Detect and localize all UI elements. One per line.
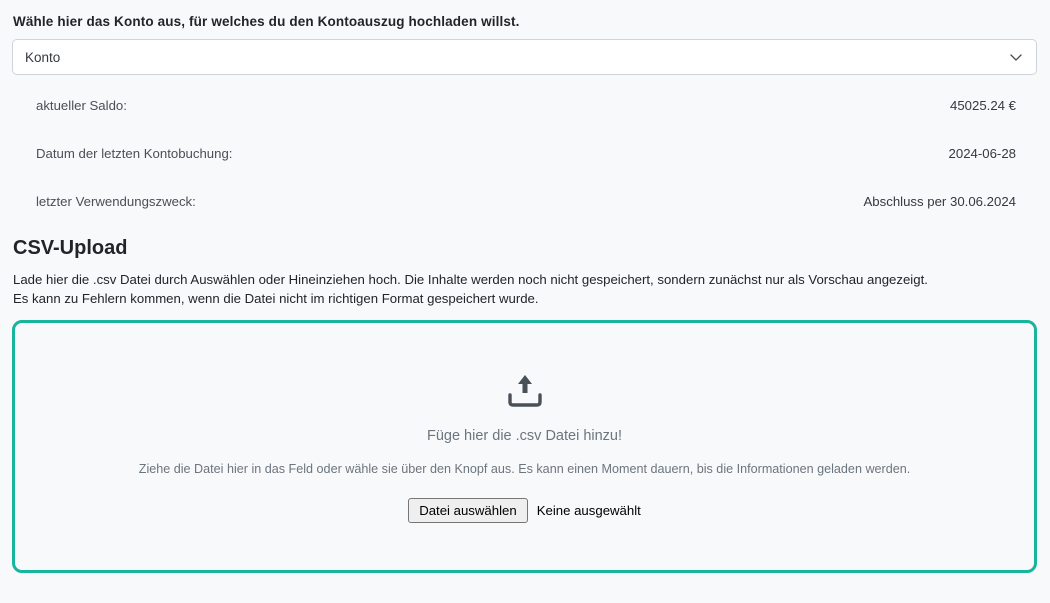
file-input-row [408, 498, 641, 523]
info-value: Abschluss per 30.06.2024 [863, 193, 1016, 209]
page-title: CSV-Upload [13, 237, 128, 259]
upload-description-line1: Lade hier die .csv Datei durch Auswählen oder Hineinziehen hoch. Die Inhalte werden noch nicht gespeichert, sondern zunächst nur als Vorschau angezeigt. [13, 272, 928, 287]
info-row [12, 177, 1038, 225]
choose-file-button[interactable]: Datei auswählen [408, 498, 528, 523]
info-label: letzter Verwendungszweck: [36, 193, 196, 209]
info-label: aktueller Saldo: [36, 97, 127, 113]
account-select-value: Konto [25, 49, 61, 65]
file-status-label: Keine ausgewählt [536, 503, 641, 519]
info-label: Datum der letzten Kontobuchung: [36, 145, 233, 161]
info-value: 2024-06-28 [948, 145, 1016, 161]
chevron-down-icon[interactable] [1008, 49, 1024, 65]
dropzone-subline: Ziehe die Datei hier in das Feld oder wähle sie über den Knopf aus. Es kann einen Moment dauern, bis die Informationen geladen werden. [138, 462, 911, 477]
info-row [12, 81, 1038, 129]
csv-dropzone[interactable] [12, 320, 1037, 573]
upload-description [13, 270, 1038, 308]
account-select-wrapper [12, 39, 1037, 75]
upload-cloud-icon [505, 371, 545, 414]
dropzone-headline: Füge hier die .csv Datei hinzu! [426, 428, 623, 445]
account-info-list [12, 81, 1038, 225]
info-row [12, 129, 1038, 177]
upload-description-line2: Es kann zu Fehlern kommen, wenn die Datei nicht im richtigen Format gespeichert wurde. [13, 291, 539, 307]
account-select[interactable] [12, 39, 1037, 75]
info-value: 45025.24 € [949, 97, 1016, 113]
intro-text: Wähle hier das Konto aus, für welches du den Kontoauszug hochladen willst. [13, 14, 520, 29]
